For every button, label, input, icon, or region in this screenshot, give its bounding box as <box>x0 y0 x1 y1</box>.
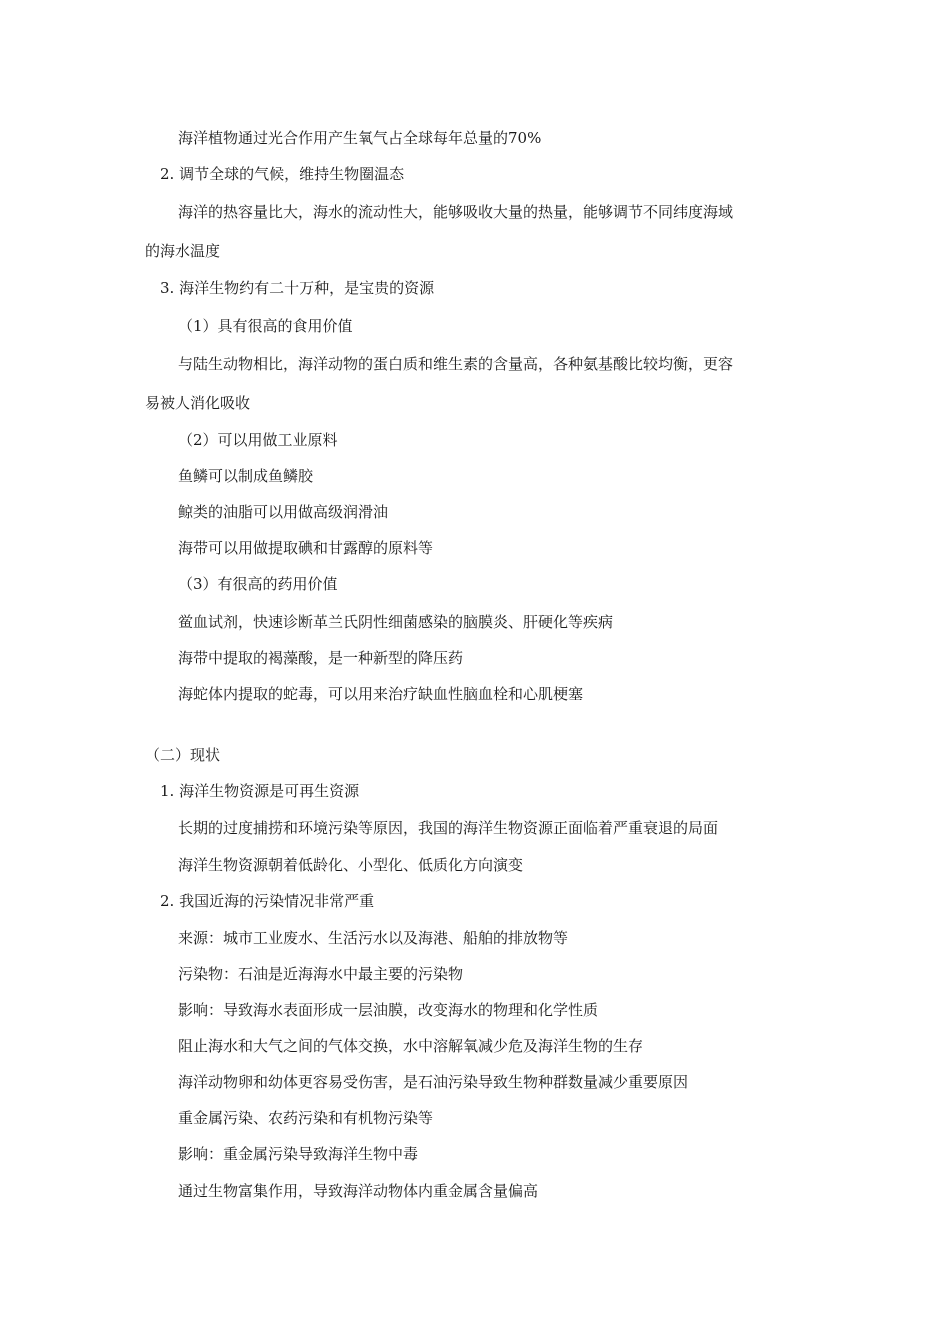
text-line: 海带中提取的褐藻酸，是一种新型的降压药 <box>178 649 464 667</box>
sub-heading: （3）有很高的药用价值 <box>178 575 338 593</box>
sub-heading: （2）可以用做工业原料 <box>178 431 338 449</box>
sub-heading: （1）具有很高的食用价值 <box>178 317 353 335</box>
text-line: 影响：导致海水表面形成一层油膜，改变海水的物理和化学性质 <box>178 1001 599 1019</box>
text-line: 污染物：石油是近海海水中最主要的污染物 <box>178 965 464 983</box>
text-line: 海洋植物通过光合作用产生氧气占全球每年总量的70% <box>178 129 542 147</box>
text-line: 海洋的热容量比大，海水的流动性大，能够吸收大量的热量，能够调节不同纬度海域 <box>178 203 734 221</box>
text-line: 易被人消化吸收 <box>145 394 251 412</box>
numbered-heading: 1. 海洋生物资源是可再生资源 <box>160 782 360 800</box>
text-line: 来源：城市工业废水、生活污水以及海港、船舶的排放物等 <box>178 929 569 947</box>
text-line: 长期的过度捕捞和环境污染等原因，我国的海洋生物资源正面临着严重衰退的局面 <box>178 819 719 837</box>
text-line: 重金属污染、农药污染和有机物污染等 <box>178 1109 434 1127</box>
text-line: 与陆生动物相比，海洋动物的蛋白质和维生素的含量高，各种氨基酸比较均衡，更容 <box>178 355 734 373</box>
text-line: 海洋动物卵和幼体更容易受伤害，是石油污染导致生物种群数量减少重要原因 <box>178 1073 689 1091</box>
text-line: 海蛇体内提取的蛇毒，可以用来治疗缺血性脑血栓和心肌梗塞 <box>178 685 584 703</box>
numbered-heading: 2. 我国近海的污染情况非常严重 <box>160 892 375 910</box>
text-line: 的海水温度 <box>145 242 221 260</box>
text-line: 鲸类的油脂可以用做高级润滑油 <box>178 503 389 521</box>
text-line: 影响：重金属污染导致海洋生物中毒 <box>178 1145 419 1163</box>
text-line: 通过生物富集作用，导致海洋动物体内重金属含量偏高 <box>178 1182 539 1200</box>
text-line: 海洋生物资源朝着低龄化、小型化、低质化方向演变 <box>178 856 524 874</box>
numbered-heading: 3. 海洋生物约有二十万种，是宝贵的资源 <box>160 279 435 297</box>
text-line: 阻止海水和大气之间的气体交换，水中溶解氧减少危及海洋生物的生存 <box>178 1037 644 1055</box>
text-line: 鱼鳞可以制成鱼鳞胶 <box>178 467 314 485</box>
text-line: 海带可以用做提取碘和甘露醇的原料等 <box>178 539 434 557</box>
numbered-heading: 2. 调节全球的气候，维持生物圈温态 <box>160 165 405 183</box>
section-heading: （二）现状 <box>145 746 221 764</box>
text-line: 鲎血试剂，快速诊断革兰氏阴性细菌感染的脑膜炎、肝硬化等疾病 <box>178 613 614 631</box>
